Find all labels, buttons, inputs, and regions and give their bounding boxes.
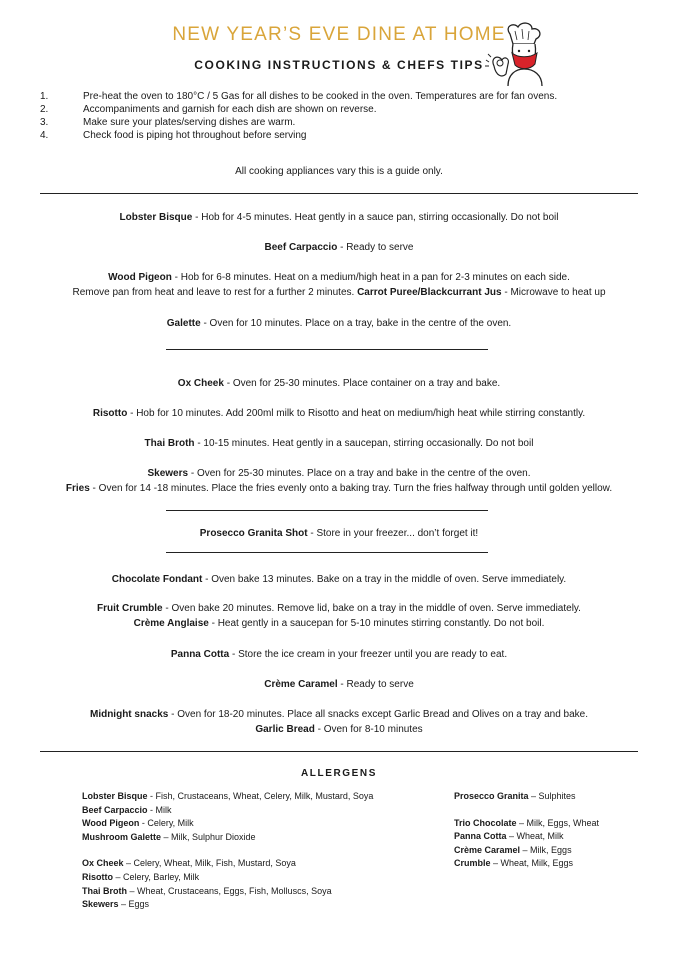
allergen-dish: Wood Pigeon xyxy=(82,818,140,829)
allergen-dish: Beef Carpaccio xyxy=(82,804,148,815)
instruction-galette xyxy=(0,316,678,331)
allergen-dish: Prosecco Granita xyxy=(454,791,529,801)
section-divider xyxy=(166,510,488,511)
step-number: 2. xyxy=(40,104,49,115)
dish-instruction: - Store in your freezer... don’t forget it! xyxy=(307,528,479,539)
dish-instruction: - Ready to serve xyxy=(337,242,414,253)
dish-instruction: - Oven for 8-10 minutes xyxy=(314,724,423,735)
dish-instruction: - Oven for 14 -18 minutes. Place the fries evenly onto a baking tray. Turn the fries halfway through until golden yellow. xyxy=(89,483,613,494)
dish-name: Chocolate Fondant xyxy=(111,574,203,585)
allergen-item xyxy=(82,817,373,831)
allergen-list: - Milk xyxy=(147,804,172,815)
page-title: NEW YEAR’S EVE DINE AT HOME xyxy=(172,24,506,45)
instruction-thai-broth xyxy=(0,436,678,451)
allergen-list: – Celery, Barley, Milk xyxy=(113,871,200,882)
step-item xyxy=(40,90,640,103)
instruction-chocolate-fondant xyxy=(0,572,678,587)
step-item xyxy=(40,129,640,142)
dish-instruction: - Oven bake 20 minutes. Remove lid, bake on a tray in the middle of oven. Serve immediately. xyxy=(162,603,581,614)
dish-instruction: Remove pan from heat and leave to rest for a further 2 minutes. xyxy=(72,287,358,298)
allergen-list: – Milk, Eggs xyxy=(520,844,572,855)
instruction-skewers xyxy=(0,466,678,481)
dish-instruction: - Ready to serve xyxy=(337,679,414,690)
allergen-dish: Ox Cheek xyxy=(82,858,124,869)
allergen-item xyxy=(82,885,373,899)
dish-name: Risotto xyxy=(92,408,128,419)
step-text: Accompaniments and garnish for each dish are shown on reverse. xyxy=(83,104,377,115)
allergen-dish: Lobster Bisque xyxy=(82,791,148,801)
dish-name: Fruit Crumble xyxy=(97,603,163,614)
allergen-list: – Wheat, Milk, Eggs xyxy=(490,858,574,869)
step-text: Make sure your plates/serving dishes are warm. xyxy=(83,117,296,128)
allergen-list: – Wheat, Crustaceans, Eggs, Fish, Molluscs, Soya xyxy=(127,885,332,896)
section-divider xyxy=(40,751,638,752)
instruction-carrot-puree xyxy=(0,285,678,300)
dish-instruction: - Oven bake 13 minutes. Bake on a tray in the middle of oven. Serve immediately. xyxy=(202,574,567,585)
allergen-dish: Trio Chocolate xyxy=(454,817,517,828)
allergen-list: – Eggs xyxy=(118,899,150,910)
dish-name: Beef Carpaccio xyxy=(264,242,338,253)
dish-instruction: - Hob for 6-8 minutes. Heat on a medium/high heat in a pan for 2-3 minutes on each side. xyxy=(171,272,570,283)
instruction-creme-anglaise xyxy=(0,616,678,631)
instruction-prosecco-granita xyxy=(0,526,678,541)
instruction-creme-caramel xyxy=(0,677,678,692)
dish-name: Thai Broth xyxy=(144,438,195,449)
allergen-list: – Celery, Wheat, Milk, Fish, Mustard, Soya xyxy=(123,858,296,869)
allergen-item xyxy=(82,804,373,818)
allergen-list: - Fish, Crustaceans, Wheat, Celery, Milk, Mustard, Soya xyxy=(147,791,374,801)
section-divider xyxy=(166,349,488,350)
dish-name: Skewers xyxy=(147,468,189,479)
allergen-dish: Thai Broth xyxy=(82,885,127,896)
allergen-list: - Celery, Milk xyxy=(139,818,194,829)
instruction-fries xyxy=(0,481,678,496)
dish-name: Lobster Bisque xyxy=(119,212,193,223)
dish-instruction: - Hob for 10 minutes. Add 200ml milk to Risotto and heat on medium/high heat while stirring constantly. xyxy=(127,408,586,419)
dish-name: Ox Cheek xyxy=(177,378,224,389)
instruction-fruit-crumble xyxy=(0,601,678,616)
allergen-item xyxy=(82,898,373,912)
dish-name: Crème Anglaise xyxy=(133,618,209,629)
page-subtitle: COOKING INSTRUCTIONS & CHEFS TIPS xyxy=(194,58,484,72)
dish-name: Midnight snacks xyxy=(89,709,169,720)
allergen-item xyxy=(82,871,373,885)
allergen-list: – Sulphites xyxy=(528,791,576,801)
dish-name: Panna Cotta xyxy=(170,649,230,660)
dish-instruction: - Oven for 25-30 minutes. Place container on a tray and bake. xyxy=(223,378,501,389)
allergen-dish: Risotto xyxy=(82,871,113,882)
chef-illustration-icon xyxy=(480,20,558,88)
step-number: 1. xyxy=(40,91,49,102)
dish-instruction: - Oven for 25-30 minutes. Place on a tray and bake in the centre of the oven. xyxy=(188,468,531,479)
allergen-item xyxy=(82,857,373,871)
instruction-ox-cheek xyxy=(0,376,678,391)
instruction-garlic-bread xyxy=(0,722,678,737)
instruction-midnight-snacks xyxy=(0,707,678,722)
dish-name: Galette xyxy=(166,318,201,329)
instruction-lobster-bisque xyxy=(0,210,678,225)
allergen-list: – Milk, Eggs, Wheat xyxy=(516,817,600,828)
allergen-item xyxy=(82,790,373,804)
disclaimer-text: All cooking appliances vary this is a guide only. xyxy=(235,166,443,177)
allergen-dish: Panna Cotta xyxy=(454,831,507,842)
dish-name: Carrot Puree/Blackcurrant Jus xyxy=(357,287,502,298)
dish-instruction: - 10-15 minutes. Heat gently in a saucepan, stirring occasionally. Do not boil xyxy=(194,438,534,449)
dish-instruction: - Heat gently in a saucepan for 5-10 minutes stirring constantly. Do not boil. xyxy=(208,618,545,629)
dish-instruction: - Microwave to heat up xyxy=(501,287,606,298)
allergen-dish: Mushroom Galette xyxy=(82,831,162,842)
allergen-list: – Wheat, Milk xyxy=(506,831,564,842)
allergen-item xyxy=(454,817,599,831)
allergen-item xyxy=(454,830,599,844)
section-divider xyxy=(166,552,488,553)
allergen-item xyxy=(454,844,599,858)
dish-instruction: - Store the ice cream in your freezer until you are ready to eat. xyxy=(229,649,508,660)
spacer xyxy=(454,804,599,817)
allergen-item xyxy=(82,831,373,845)
allergen-item xyxy=(454,857,599,871)
allergens-right-column xyxy=(454,790,599,871)
step-text: Check food is piping hot throughout before serving xyxy=(83,130,307,141)
instruction-beef-carpaccio xyxy=(0,240,678,255)
dish-name: Garlic Bread xyxy=(255,724,315,735)
instruction-risotto xyxy=(0,406,678,421)
allergen-list: – Milk, Sulphur Dioxide xyxy=(161,831,256,842)
allergen-dish: Crème Caramel xyxy=(454,844,521,855)
dish-name: Prosecco Granita Shot xyxy=(199,528,308,539)
instruction-panna-cotta xyxy=(0,647,678,662)
spacer xyxy=(82,844,373,857)
allergen-dish: Crumble xyxy=(454,858,491,869)
dish-instruction: - Hob for 4-5 minutes. Heat gently in a sauce pan, stirring occasionally. Do not boil xyxy=(192,212,559,223)
dish-instruction: - Oven for 18-20 minutes. Place all snacks except Garlic Bread and Olives on a tray and bake. xyxy=(168,709,588,720)
allergen-item xyxy=(454,790,599,804)
preparation-steps xyxy=(40,90,640,142)
step-item xyxy=(40,103,640,116)
dish-name: Crème Caramel xyxy=(264,679,338,690)
step-number: 4. xyxy=(40,130,49,141)
instruction-wood-pigeon xyxy=(0,270,678,285)
step-number: 3. xyxy=(40,117,49,128)
dish-instruction: - Oven for 10 minutes. Place on a tray, bake in the centre of the oven. xyxy=(200,318,512,329)
section-divider xyxy=(40,193,638,194)
allergens-left-column xyxy=(82,790,373,912)
dish-name: Wood Pigeon xyxy=(108,272,172,283)
step-item xyxy=(40,116,640,129)
step-text: Pre-heat the oven to 180°C / 5 Gas for all dishes to be cooked in the oven. Temperatures are for fan ovens. xyxy=(83,91,558,102)
allergen-dish: Skewers xyxy=(82,899,119,910)
dish-name: Fries xyxy=(65,483,90,494)
allergens-heading: ALLERGENS xyxy=(300,768,378,779)
